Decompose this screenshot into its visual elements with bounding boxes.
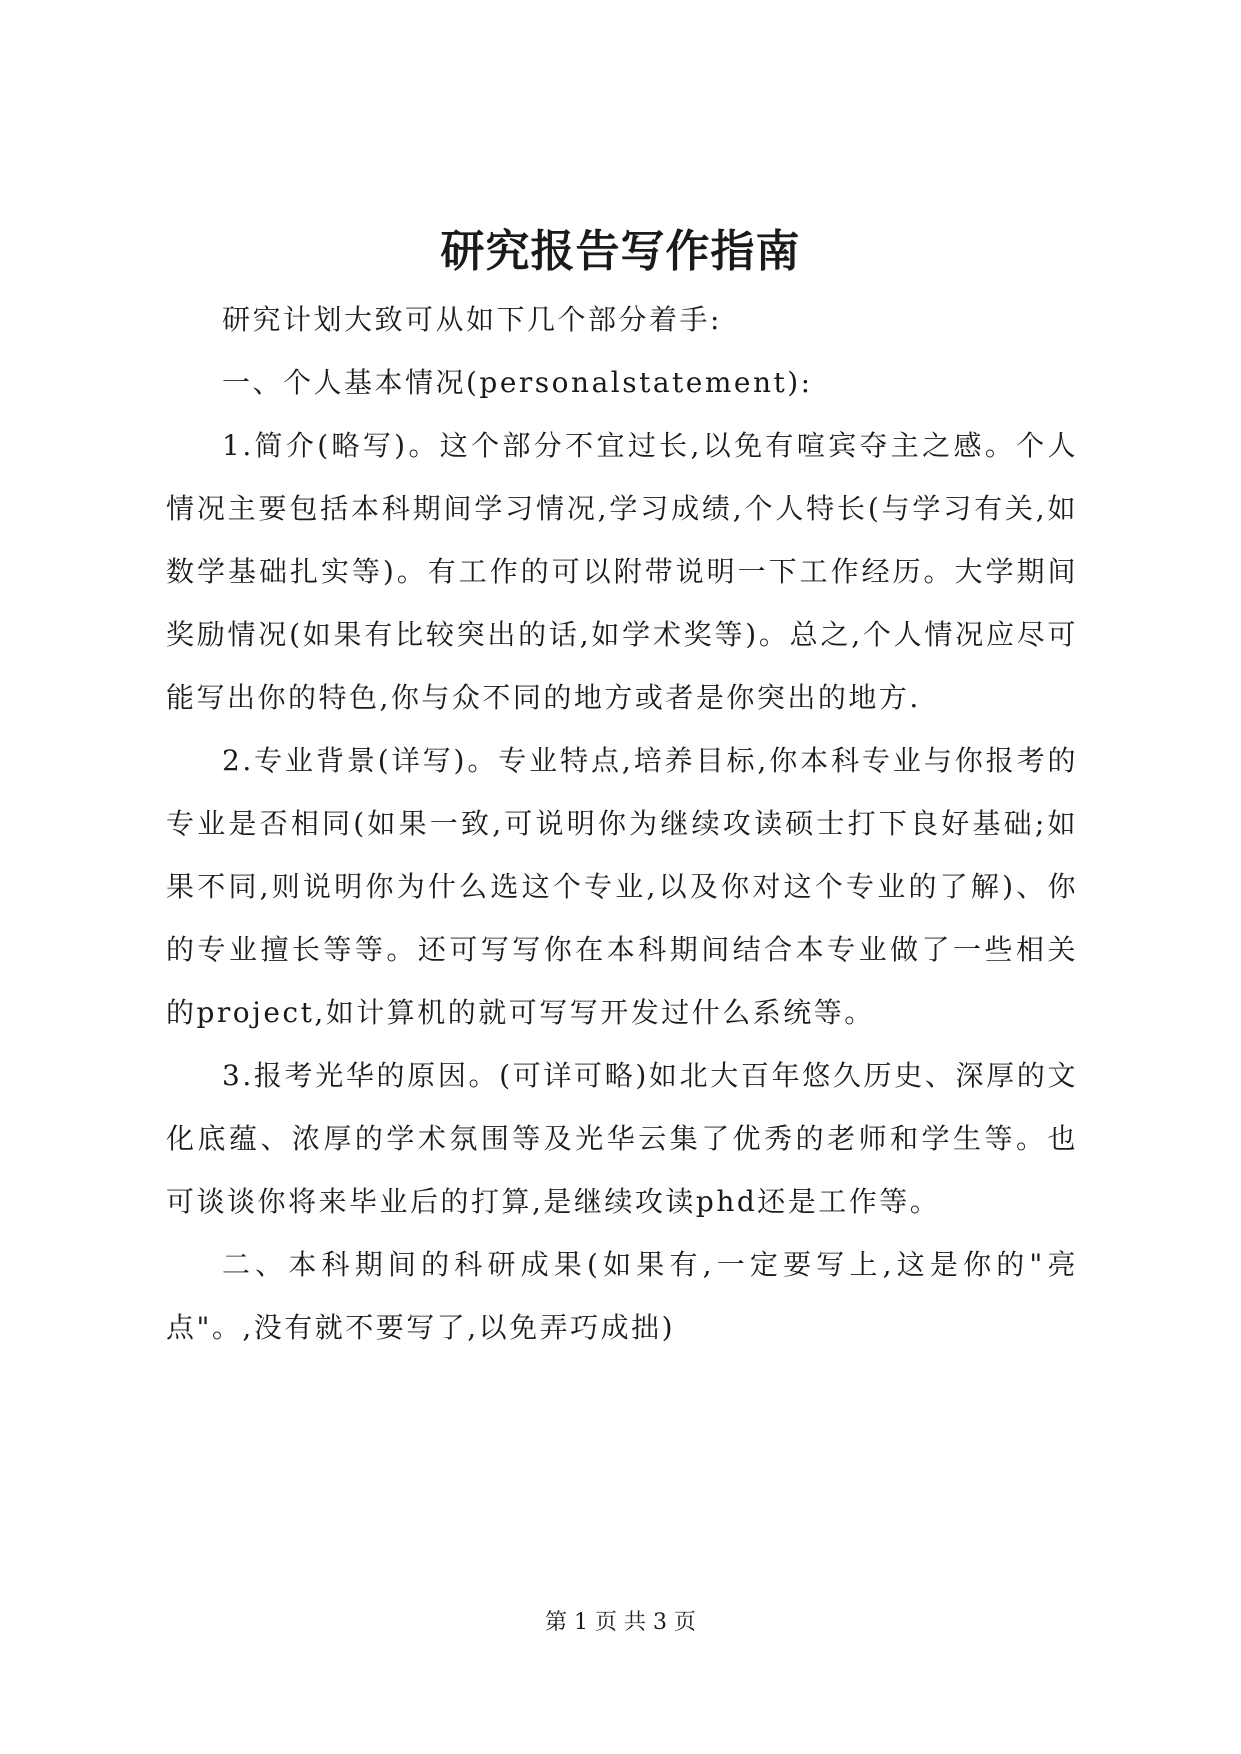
- paragraph-reasons: 3.报考光华的原因。(可详可略)如北大百年悠久历史、深厚的文化底蕴、浓厚的学术氛围等及光华云集了优秀的老师和学生等。也可谈谈你将来毕业后的打算,是继续攻读phd还是工作等。: [166, 1059, 1078, 1218]
- paragraph-intro: 研究计划大致可从如下几个部分着手:: [222, 303, 722, 336]
- paragraph-section-2-heading: 二、本科期间的科研成果(如果有,一定要写上,这是你的"亮点"。,没有就不要写了,以免弄巧成拙): [166, 1248, 1078, 1344]
- paragraph-professional-background: 2.专业背景(详写)。专业特点,培养目标,你本科专业与你报考的专业是否相同(如果一致,可说明你为继续攻读硕士打下良好基础;如果不同,则说明你为什么选这个专业,以及你对这个专业的了解)、你的专业擅长等等。还可写写你在本科期间结合本专业做了一些相关的project,如计算机的就可写写开发过什么系统等。: [166, 744, 1078, 1029]
- paragraph-section-1-heading: 一、个人基本情况(personalstatement):: [222, 366, 813, 399]
- paragraph-introduction: 1.简介(略写)。这个部分不宜过长,以免有喧宾夺主之感。个人情况主要包括本科期间学习情况,学习成绩,个人特长(与学习有关,如数学基础扎实等)。有工作的可以附带说明一下工作经历。大学期间奖励情况(如果有比较突出的话,如学术奖等)。总之,个人情况应尽可能写出你的特色,你与众不同的地方或者是你突出的地方.: [166, 429, 1078, 714]
- page-footer: 第 1 页 共 3 页: [545, 1610, 696, 1635]
- document-body: [166, 288, 1078, 1359]
- document-title: 研究报告写作指南: [440, 226, 801, 277]
